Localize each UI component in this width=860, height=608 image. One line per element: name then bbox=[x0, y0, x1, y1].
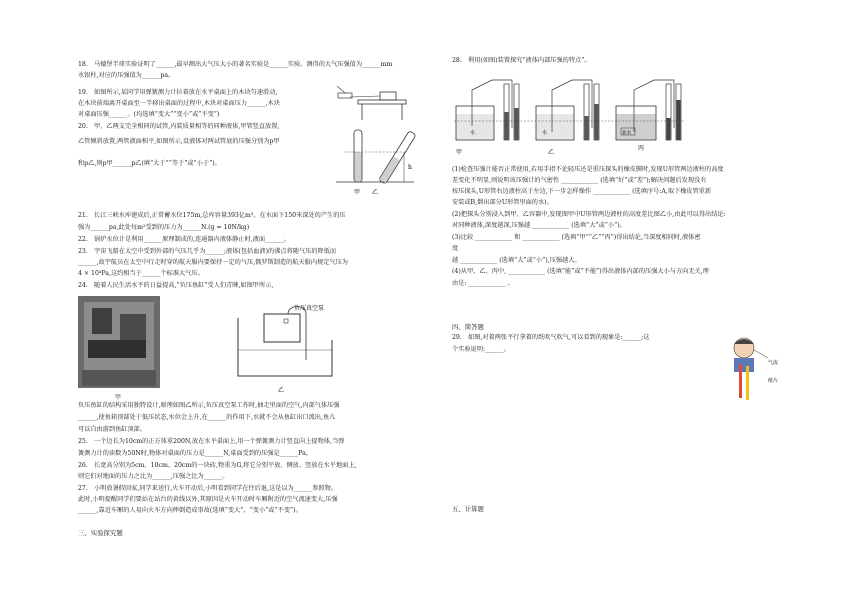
airflow-label: 气流 bbox=[768, 360, 779, 366]
question-27-line1: 27. 小明放暑假回家,同学来送行,火车开动后,小明看到同学在往后退,这是以为______参照物。 bbox=[78, 485, 338, 492]
q28-part4-line2: 由是: ____________ 。 bbox=[452, 280, 514, 287]
question-27-line2: 此时,小明提醒同学们要站在站台的黄线以外,其原因是火车开动时车厢附近的空气流速变大,压强 bbox=[78, 496, 338, 503]
manometer-jia bbox=[456, 80, 519, 140]
question-18: 18. 马德堡半球实验证明了______,最早测出大气压大小的著名实验是______实验。测得的大气压强值为______mm水银柱,对应的压强值为______pa。 bbox=[78, 61, 393, 80]
question-19-line2: 在木块前端离开桌面至一半移出桌面的过程中,木块对桌面压力______,木块 bbox=[78, 100, 280, 107]
question-21-line2: 强为______pa,此处每m²受到的压力为______N.(g = 10N/kg) bbox=[78, 224, 250, 231]
q28-part2-line1: (2)把探头分别浸入到甲、乙容器中,发现图甲中U形管两边液柱的高度差比图乙小,由此可以得出结论: bbox=[452, 211, 726, 218]
question-20-line1: 20. 甲、乙两支完全相同的试管,内装质量相等的同种液体,甲管竖直放置, bbox=[78, 123, 280, 130]
question-25-line2: 簧测力计的读数为50N时,物体对桌面的压力是______N,桌面受到的压强是______Pa。 bbox=[78, 450, 312, 457]
fish-tank-photo bbox=[78, 296, 160, 388]
caption-bing: 丙 bbox=[638, 145, 645, 152]
question-26-line1: 26. 长宽高分别为5cm、10cm、20cm的一块砖,物重为G,将它分别平放、侧放、竖放在水平地面上, bbox=[78, 462, 357, 469]
caption-yi: 乙 bbox=[548, 149, 555, 156]
question-24-line4: 可以自由游到鱼缸顶部。 bbox=[78, 426, 147, 433]
q28-part2-line2: 对同种液体,深度越深,压强越 ____________ (选填“大”或“小”)。 bbox=[452, 222, 626, 229]
blowing-paper-figure bbox=[724, 332, 786, 402]
negative-pressure-diagram bbox=[228, 300, 348, 396]
q28-part1-line1: (1)检查压强计能否正常使用,若用手指不论轻压还是重压探头的橡皮膜时,发现U形管两边液柱的高度 bbox=[452, 166, 724, 173]
question-27-line3: ______,靠近车厢的人易向火车方向摔倒造成事故(选填“变大”、“变小”或“不变”)。 bbox=[78, 507, 302, 514]
manometer-bing bbox=[616, 80, 681, 140]
question-22: 22. 锅炉水位计是利用______原理制成的,连通器内液体静止时,液面______。 bbox=[78, 236, 290, 243]
question-29-line2: 个实验说明:______。 bbox=[452, 346, 510, 353]
vacuum-pump-label: 负压真空泵 bbox=[294, 305, 325, 312]
q28-part3-line1: (3)比较 ____________ 和 ____________ (选填“甲”“乙”“丙”)得出结论,当深度相同时,液体密 bbox=[452, 234, 701, 241]
height-label: h bbox=[408, 164, 412, 171]
question-21-line1: 21. 长江三峡水库建成后,正常蓄水位175m,总库容量393亿m³。在水面下150米深处的产生的压 bbox=[78, 212, 346, 219]
section-heading-short-answer: 四、简答题 bbox=[452, 323, 484, 331]
spring-scale-figure bbox=[336, 86, 408, 122]
q28-part3-line3: 越 ____________ (选填“大”或“小”),压强越大。 bbox=[452, 257, 581, 264]
manometer-figure bbox=[452, 76, 702, 158]
question-19-line3: 对桌面压强______。(均选填“变大”“变小”或“不变”) bbox=[78, 111, 220, 118]
question-24-line2: 负压鱼缸的结构采用独特设计,原理如图乙所示,负压真空泵工作时,抽走里面的空气,内部气体压强 bbox=[78, 402, 340, 409]
beaker-label-2: 水 bbox=[542, 130, 548, 136]
question-19-line1: 19. 如图所示,某同学用弹簧测力计拉着放在水平桌面上的木块匀速滑动, bbox=[78, 89, 278, 96]
beaker-label-3: 盐水 bbox=[622, 131, 632, 136]
q28-part1-line2: 差变化不明显,则说明该压强计的气密性 ____________ (选填“好”或“差”);解决问题后发现没有 bbox=[452, 177, 707, 184]
fish-caption-right: 乙 bbox=[278, 387, 285, 394]
question-20-line2: 乙管倾斜放置,两管液面相平,如图所示,设液体对两试管底的压强分别为p甲 bbox=[78, 138, 280, 145]
question-23-line1: 23. 宇宙飞船在太空中受到外部的气压几乎为______;液体(包括血液)的沸点将随气压的降低而 bbox=[78, 248, 337, 255]
section-heading-calculation: 五、计算题 bbox=[452, 505, 484, 513]
q28-part1-line3: 按压探头,U形管右边液柱高于左边,下一步怎样操作 ____________ (选填序号:A,取下橡皮管重新 bbox=[452, 188, 712, 195]
q28-part3-line2: 度 bbox=[452, 245, 459, 252]
tube-caption-yi: 乙 bbox=[372, 189, 379, 196]
q28-part1-line4: 安装或B,倒出部分U形管里面的水)。 bbox=[452, 199, 553, 206]
caption-jia: 甲 bbox=[456, 149, 463, 156]
section-heading-experiment: 三、实验探究题 bbox=[78, 529, 123, 537]
question-26-line2: 则它们对地面的压力之比为______,压强之比为______。 bbox=[78, 473, 229, 480]
manometer-yi bbox=[536, 80, 599, 140]
test-tubes-figure bbox=[334, 122, 416, 200]
question-23-line3: 4 × 10⁴Pa,这约相当于______个标准大气压。 bbox=[78, 270, 204, 277]
question-24: 24. 随着人民生活水平的日益提高,“负压鱼缸”受人们青睐,如图甲所示, bbox=[78, 282, 274, 289]
tube-caption-jia: 甲 bbox=[354, 189, 361, 196]
beaker-label-1: 水 bbox=[470, 130, 476, 136]
question-28: 28. 利用(如图)装置探究“液体内部压强的特点”。 bbox=[452, 57, 591, 64]
question-23-line2: ______,故宇航员在太空中行走时穿的航天服内要保持一定的气压,俄罗斯制造的航天服内规定气压为 bbox=[78, 259, 348, 266]
question-24-line3: ______,使鱼箱顶部处于低压状态,水位会上升,在______的作用下,水就不会从鱼缸出口流出,鱼儿 bbox=[78, 414, 336, 421]
question-29-line1: 29. 如图,对着两张平行拿着的纸吹气吹气,可以看到的现象是:______;这 bbox=[452, 334, 650, 341]
q28-part4-line1: (4)从甲、乙、丙中, ____________ (选填“能”或“不能”)得出液体内部的压强大小与方向无关,理 bbox=[452, 268, 709, 275]
fish-caption-left: 甲 bbox=[115, 394, 122, 401]
question-25-line1: 25. 一个边长为10cm的正方体重200N,放在水平桌面上,用一个弹簧测力计竖直向上提物体,当弹 bbox=[78, 438, 345, 445]
question-20-line3: 和p乙,则p甲______p乙(填“大于”“等于”或“小于”)。 bbox=[78, 160, 221, 167]
paper-label: 纸片 bbox=[768, 378, 779, 384]
